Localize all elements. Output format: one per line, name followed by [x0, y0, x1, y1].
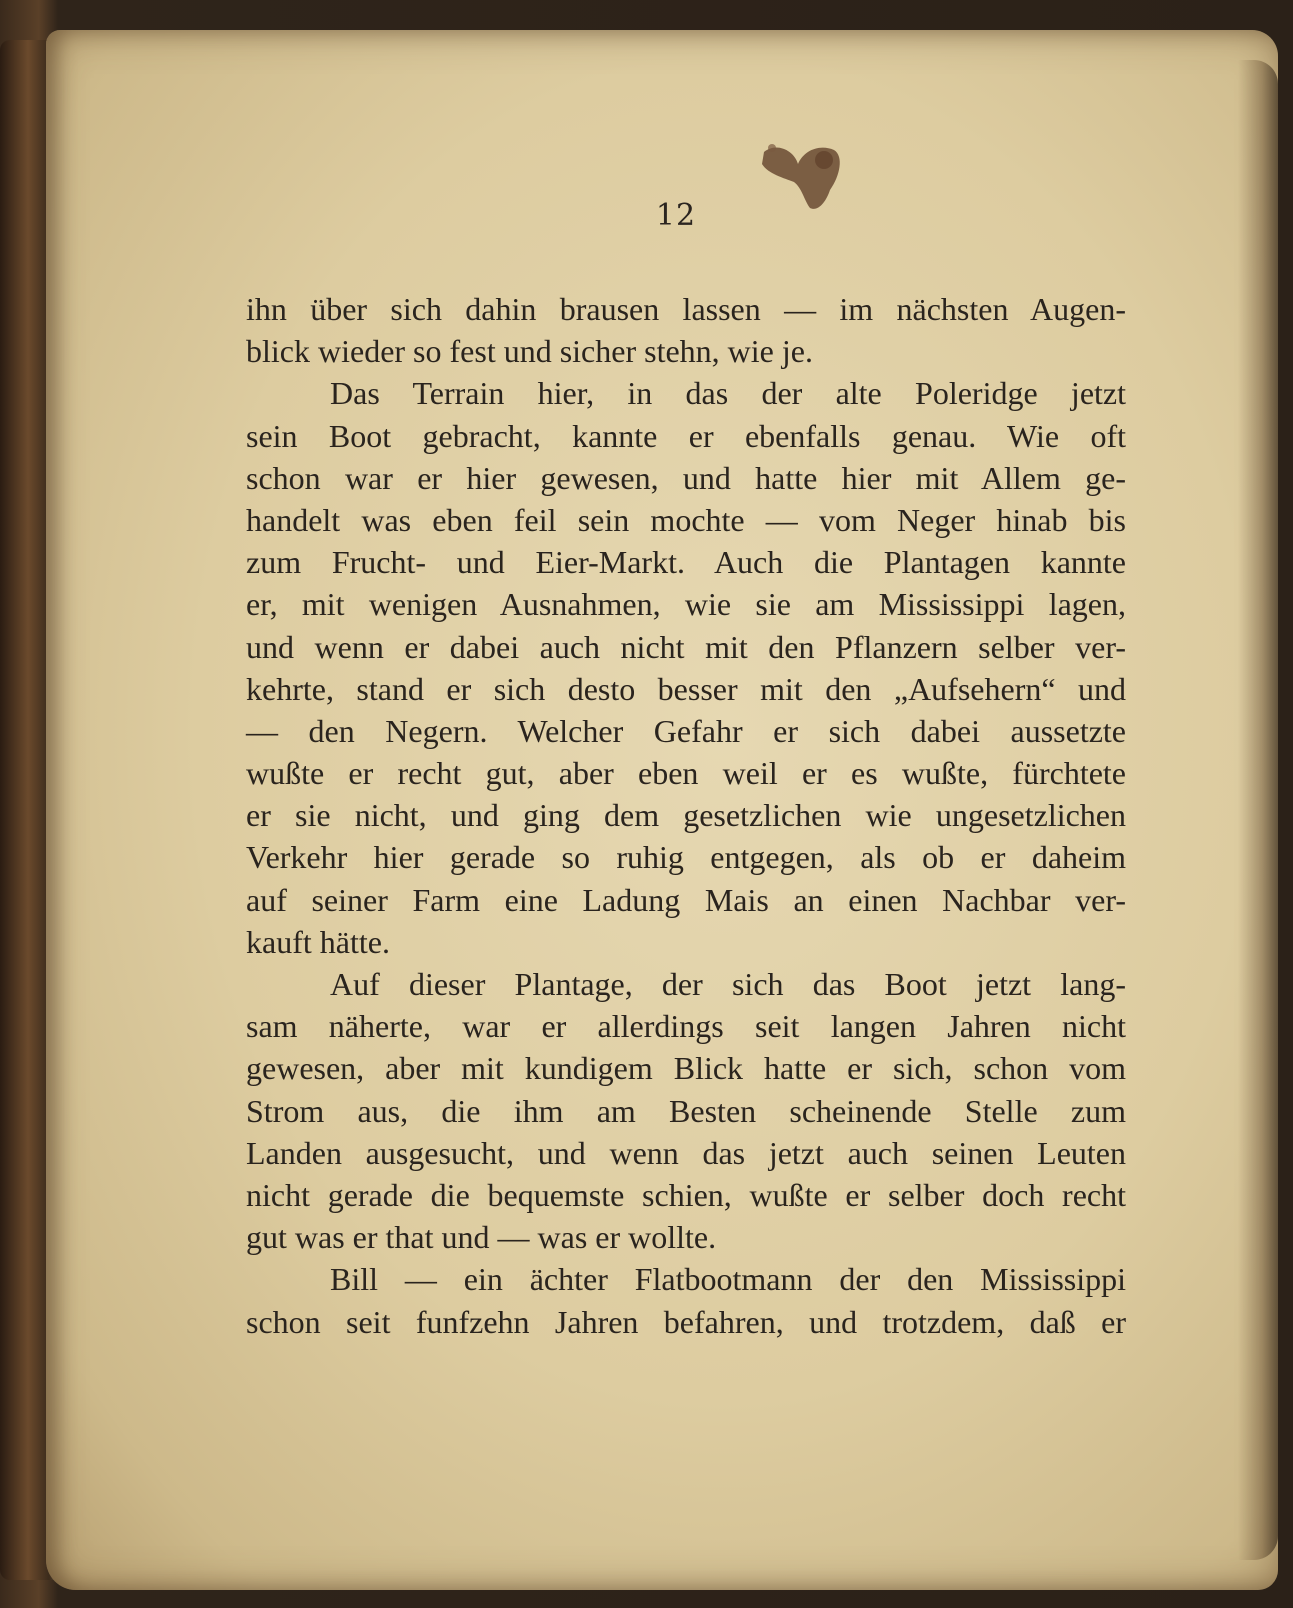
text-line: gewesen, aber mit kundigem Blick hatte er sich, schon vom	[246, 1050, 1126, 1087]
text-line: ihn über sich dahin brausen lassen — im nächsten Augen-	[246, 291, 1126, 327]
book-page	[46, 30, 1278, 1590]
text-line: auf seiner Farm eine Ladung Mais an einen Nachbar ver-	[246, 881, 1126, 918]
text-line: Strom aus, die ihm am Besten scheinende Stelle zum	[246, 1092, 1126, 1129]
text-line: er, mit wenigen Ausnahmen, wie sie am Mississippi lagen,	[246, 586, 1126, 623]
page-number: 12	[655, 198, 697, 233]
text-line: Auf dieser Plantage, der sich das Boot jetzt lang-	[330, 966, 1126, 1002]
text-line: sam näherte, war er allerdings seit langen Jahren nicht	[246, 1008, 1126, 1045]
text-line: er sie nicht, und ging dem gesetzlichen wie ungesetzlichen	[246, 797, 1126, 834]
text-line: blick wieder so fest und sicher stehn, wie je.	[246, 333, 813, 370]
text-line: gut was er that und — was er wollte.	[246, 1219, 717, 1256]
ink-stain	[746, 130, 856, 220]
text-line: zum Frucht- und Eier-Markt. Auch die Plantagen kannte	[246, 544, 1126, 581]
text-line: sein Boot gebracht, kannte er ebenfalls genau. Wie oft	[246, 417, 1126, 454]
text-line: nicht gerade die bequemste schien, wußte er selber doch recht	[246, 1176, 1126, 1213]
text-line: und wenn er dabei auch nicht mit den Pflanzern selber ver-	[246, 628, 1126, 665]
text-line: schon war er hier gewesen, und hatte hier mit Allem ge-	[246, 459, 1126, 496]
body-text	[246, 288, 1126, 1343]
text-line: kauft hätte.	[246, 923, 390, 960]
text-line: kehrte, stand er sich desto besser mit den „Aufsehern“ und	[246, 670, 1126, 707]
text-line: Das Terrain hier, in das der alte Poleridge jetzt	[330, 375, 1126, 412]
text-line: schon seit funfzehn Jahren befahren, und trotzdem, daß er	[246, 1303, 1126, 1340]
text-line: handelt was eben feil sein mochte — vom Neger hinab bis	[246, 501, 1126, 538]
text-line: Bill — ein ächter Flatbootmann der den Mississippi	[330, 1261, 1126, 1298]
page-edge-shadow	[1238, 60, 1278, 1560]
text-line: wußte er recht gut, aber eben weil er es wußte, fürchtete	[246, 755, 1126, 792]
text-line: Verkehr hier gerade so ruhig entgegen, als ob er daheim	[246, 839, 1126, 876]
text-line: — den Negern. Welcher Gefahr er sich dabei aussetzte	[246, 712, 1126, 749]
text-line: Landen ausgesucht, und wenn das jetzt auch seinen Leuten	[246, 1134, 1126, 1171]
